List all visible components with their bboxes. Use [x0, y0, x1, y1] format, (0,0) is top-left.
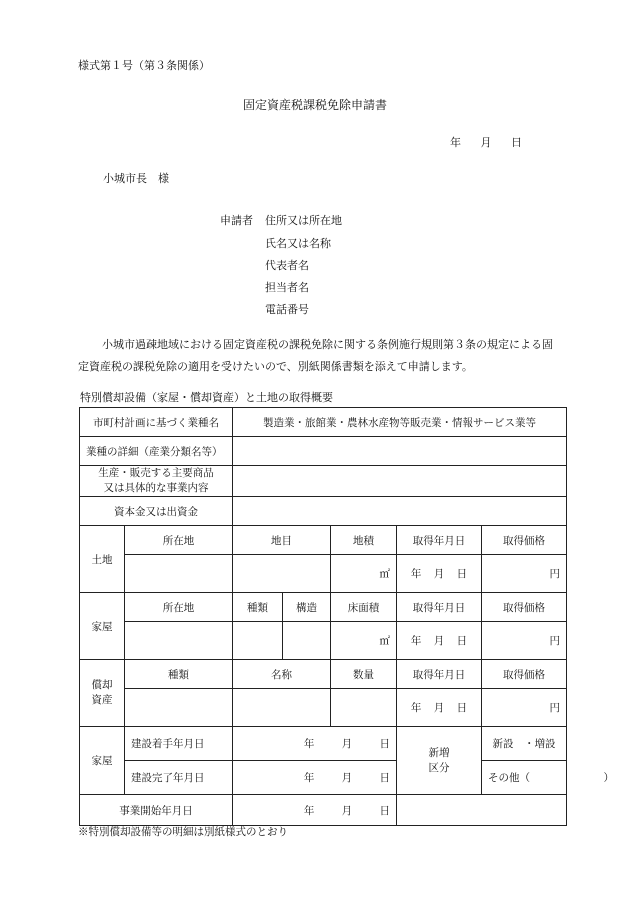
business-start-field[interactable] — [233, 795, 397, 826]
building-structure-field[interactable] — [283, 622, 331, 660]
applicant-representative-label: 代表者名 — [265, 259, 309, 272]
depreciable-type-field[interactable] — [125, 689, 233, 727]
document-title: 固定資産税課税免除申請書 — [242, 98, 387, 112]
depreciable-date-field[interactable] — [397, 689, 482, 727]
new-extension-label-line1: 新増 — [428, 746, 450, 759]
products-field[interactable] — [233, 466, 567, 497]
depreciable-name-field[interactable] — [233, 689, 331, 727]
building-price-field[interactable] — [482, 622, 567, 660]
applicant-label: 申請者 — [220, 214, 253, 227]
capital-field[interactable] — [233, 497, 567, 526]
building-area-unit: ㎡ — [379, 635, 390, 647]
building-date-field[interactable] — [397, 622, 482, 660]
land-price-unit: 円 — [549, 568, 561, 580]
land-location-field[interactable] — [125, 555, 233, 593]
construction-end-date-units: 年 月 日 — [303, 772, 390, 784]
new-extension-option[interactable]: 新設 ・増設 — [482, 727, 567, 761]
other-option[interactable]: その他（ ） — [482, 761, 567, 795]
land-category-field[interactable] — [233, 555, 331, 593]
construction-start-label: 建設着手年月日 — [125, 727, 233, 761]
applicant-contact-person-label: 担当者名 — [265, 281, 309, 294]
products-label-line1: 生産・販売する主要商品 — [98, 467, 214, 479]
building-location-field[interactable] — [125, 622, 233, 660]
applicant-phone-label: 電話番号 — [265, 303, 309, 316]
depreciable-name-header: 名称 — [233, 660, 331, 689]
new-extension-label — [397, 727, 482, 795]
building-structure-header: 構造 — [283, 593, 331, 622]
depreciable-quantity-field[interactable] — [331, 689, 397, 727]
products-label — [80, 466, 233, 497]
land-area-field[interactable] — [331, 555, 397, 593]
products-label-line2: 又は具体的な事業内容 — [103, 482, 209, 494]
acquisition-summary-table — [79, 407, 614, 826]
land-price-header: 取得価格 — [482, 526, 567, 555]
building-date-units: 年 月 日 — [410, 635, 468, 647]
table-caption: 特別償却設備（家屋・償却資産）と土地の取得概要 — [80, 391, 333, 404]
land-category-header: 地目 — [233, 526, 331, 555]
applicant-name-label: 氏名又は名称 — [265, 237, 331, 250]
land-area-unit: ㎡ — [379, 568, 390, 580]
land-price-field[interactable] — [482, 555, 567, 593]
construction-end-label: 建設完了年月日 — [125, 761, 233, 795]
building-price-unit: 円 — [549, 635, 561, 647]
building-type-header: 種類 — [233, 593, 283, 622]
industry-detail-field[interactable] — [233, 437, 567, 466]
business-start-blank — [397, 795, 567, 826]
depreciable-date-units: 年 月 日 — [410, 702, 468, 714]
land-location-header: 所在地 — [125, 526, 233, 555]
applicant-address-label: 住所又は所在地 — [265, 214, 342, 227]
land-date-field[interactable] — [397, 555, 482, 593]
construction-start-date-units: 年 月 日 — [303, 738, 390, 750]
depreciable-price-header: 取得価格 — [482, 660, 567, 689]
depreciable-type-header: 種類 — [125, 660, 233, 689]
depreciable-label-line1: 償却 — [91, 679, 113, 691]
form-number: 様式第１号（第３条関係） — [78, 59, 210, 72]
business-start-label: 事業開始年月日 — [80, 795, 233, 826]
building-section-label: 家屋 — [80, 593, 125, 660]
application-date: 年 月 日 — [450, 136, 522, 149]
building-price-header: 取得価格 — [482, 593, 567, 622]
industry-detail-label: 業種の詳細（産業分類名等） — [80, 437, 233, 466]
construction-start-field[interactable] — [233, 727, 397, 761]
construction-end-field[interactable] — [233, 761, 397, 795]
addressee: 小城市長 様 — [103, 172, 169, 185]
business-plan-value: 製造業・旅館業・農林水産物等販売業・情報サービス業等 — [233, 408, 567, 437]
land-date-units: 年 月 日 — [410, 568, 468, 580]
depreciable-date-header: 取得年月日 — [397, 660, 482, 689]
new-extension-label-line2: 区分 — [428, 761, 450, 774]
footnote: ※特別償却設備等の明細は別紙様式のとおり — [78, 826, 288, 838]
depreciable-quantity-header: 数量 — [331, 660, 397, 689]
depreciable-label-line2: 資産 — [91, 694, 113, 706]
building-date-header: 取得年月日 — [397, 593, 482, 622]
building-location-header: 所在地 — [125, 593, 233, 622]
land-date-header: 取得年月日 — [397, 526, 482, 555]
depreciable-price-unit: 円 — [549, 702, 561, 714]
building-type-field[interactable] — [233, 622, 283, 660]
business-plan-label: 市町村計画に基づく業種名 — [80, 408, 233, 437]
building-floor-area-field[interactable] — [331, 622, 397, 660]
depreciable-price-field[interactable] — [482, 689, 567, 727]
depreciable-section-label — [80, 660, 125, 727]
land-area-header: 地積 — [331, 526, 397, 555]
building-floor-area-header: 床面積 — [331, 593, 397, 622]
construction-section-label: 家屋 — [80, 727, 125, 795]
business-start-date-units: 年 月 日 — [303, 804, 390, 817]
application-statement: 小城市過疎地域における固定資産税の課税免除に関する条例施行規則第３条の規定による固定資産税の課税免除の適用を受けたいので、別紙関係書類を添えて申請します。 — [78, 338, 553, 373]
capital-label: 資本金又は出資金 — [80, 497, 233, 526]
land-section-label: 土地 — [80, 526, 125, 593]
